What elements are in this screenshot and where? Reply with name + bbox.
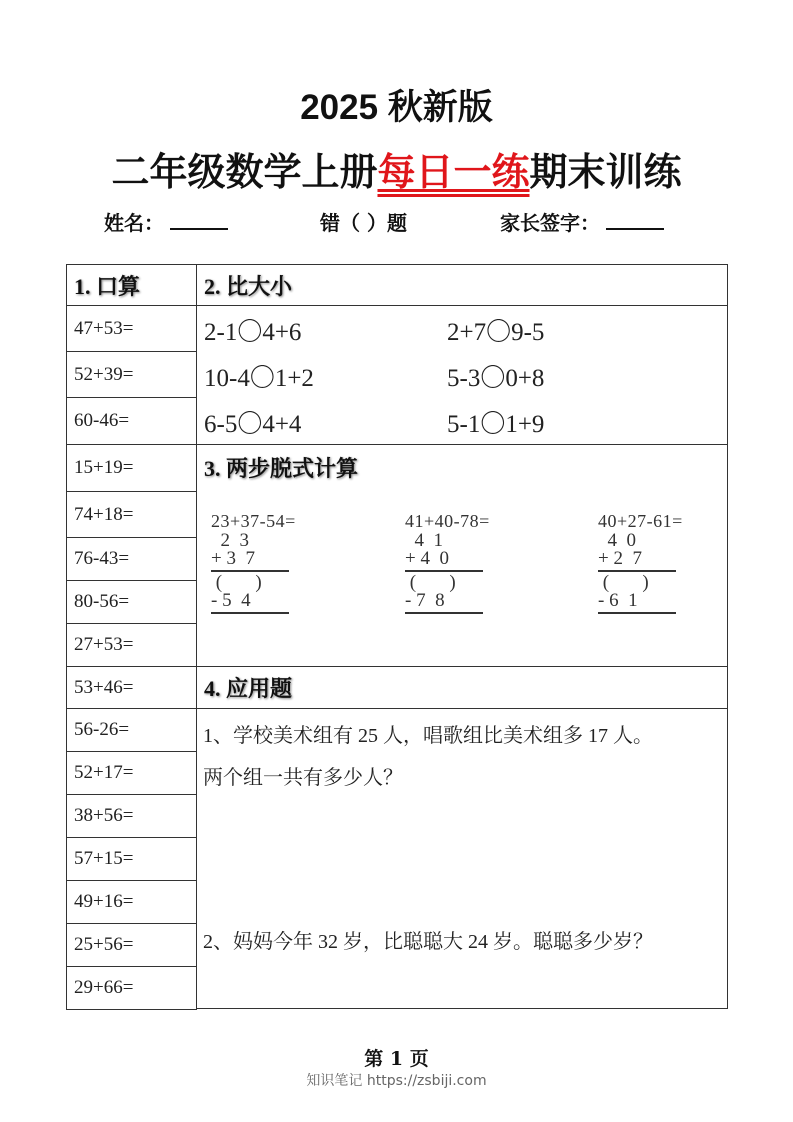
oral-item: 53+46= (66, 666, 197, 709)
name-blank (170, 208, 228, 230)
name-label: 姓名： (104, 211, 164, 235)
word-problems-header: 4. 应用题 (196, 666, 728, 709)
compare-item: 2-1〇4+6 (204, 319, 302, 346)
compare-item: 5-1〇1+9 (447, 411, 545, 438)
oral-item: 74+18= (66, 491, 197, 538)
title-prefix: 二年级数学上册 (111, 150, 378, 194)
oral-header: 1. 口算 (66, 264, 197, 306)
vertical-calc (598, 511, 708, 616)
two-step-header: 3. 两步脱式计算 (204, 455, 359, 481)
addend-second: + 3 7 (211, 548, 255, 569)
compare-header: 2. 比大小 (196, 264, 728, 306)
oral-item: 60-46= (66, 397, 197, 445)
watermark: 知识笔记 https://zsbiji.com (306, 1073, 487, 1089)
subtrahend: - 6 1 (598, 590, 638, 611)
oral-item: 38+56= (66, 794, 197, 838)
edition-title: 2025 秋新版 (300, 88, 493, 127)
oral-item: 52+17= (66, 751, 197, 795)
compare-item: 5-3〇0+8 (447, 365, 545, 392)
parent-sign-blank (606, 208, 664, 230)
name-field (104, 208, 228, 238)
word-problem-2: 2、妈妈今年 32 岁，比聪聪大 24 岁。聪聪多少岁？ (203, 931, 653, 953)
errors-label: 错（ ）题 (320, 211, 407, 235)
title-suffix: 期末训练 (529, 150, 682, 194)
oral-item: 47+53= (66, 305, 197, 352)
compare-item: 2+7〇9-5 (447, 319, 545, 346)
word-problems-body (196, 708, 728, 1009)
oral-item: 49+16= (66, 880, 197, 924)
oral-item: 25+56= (66, 923, 197, 967)
vertical-calc (211, 511, 321, 616)
oral-item: 57+15= (66, 837, 197, 881)
vertical-calc (405, 511, 515, 616)
equation: 41+40-78= (405, 511, 490, 531)
oral-item: 29+66= (66, 966, 197, 1010)
addend-top: 4 1 (405, 530, 443, 551)
compare-item: 6-5〇4+4 (204, 411, 302, 438)
result-line (211, 612, 289, 614)
oral-item: 80-56= (66, 580, 197, 624)
addend-top: 4 0 (598, 530, 636, 551)
addend-second: + 4 0 (405, 548, 449, 569)
answer-paren: ( ) (211, 572, 262, 593)
title-highlight: 每日一练 (377, 150, 530, 194)
subtrahend: - 7 8 (405, 590, 445, 611)
oral-item: 56-26= (66, 708, 197, 752)
word-problem-1-line1: 1、学校美术组有 25 人，唱歌组比美术组多 17 人。 (203, 725, 653, 747)
result-line (598, 612, 676, 614)
answer-paren: ( ) (405, 572, 456, 593)
oral-item: 76-43= (66, 537, 197, 581)
addend-top: 2 3 (211, 530, 249, 551)
equation: 40+27-61= (598, 511, 683, 531)
word-problem-1-line2: 两个组一共有多少人？ (203, 767, 403, 789)
worksheet-title (0, 148, 793, 196)
parent-sign-label: 家长签字： (500, 211, 600, 235)
oral-item: 27+53= (66, 623, 197, 667)
compare-body (196, 305, 728, 445)
oral-item: 15+19= (66, 444, 197, 492)
two-step-section (196, 444, 728, 667)
answer-paren: ( ) (598, 572, 649, 593)
result-line (405, 612, 483, 614)
compare-item: 10-4〇1+2 (204, 365, 314, 392)
addend-second: + 2 7 (598, 548, 642, 569)
subtrahend: - 5 4 (211, 590, 251, 611)
equation: 23+37-54= (211, 511, 296, 531)
page-number: 第 1 页 (364, 1048, 429, 1070)
parent-sign-field (500, 208, 664, 238)
oral-item: 52+39= (66, 351, 197, 398)
